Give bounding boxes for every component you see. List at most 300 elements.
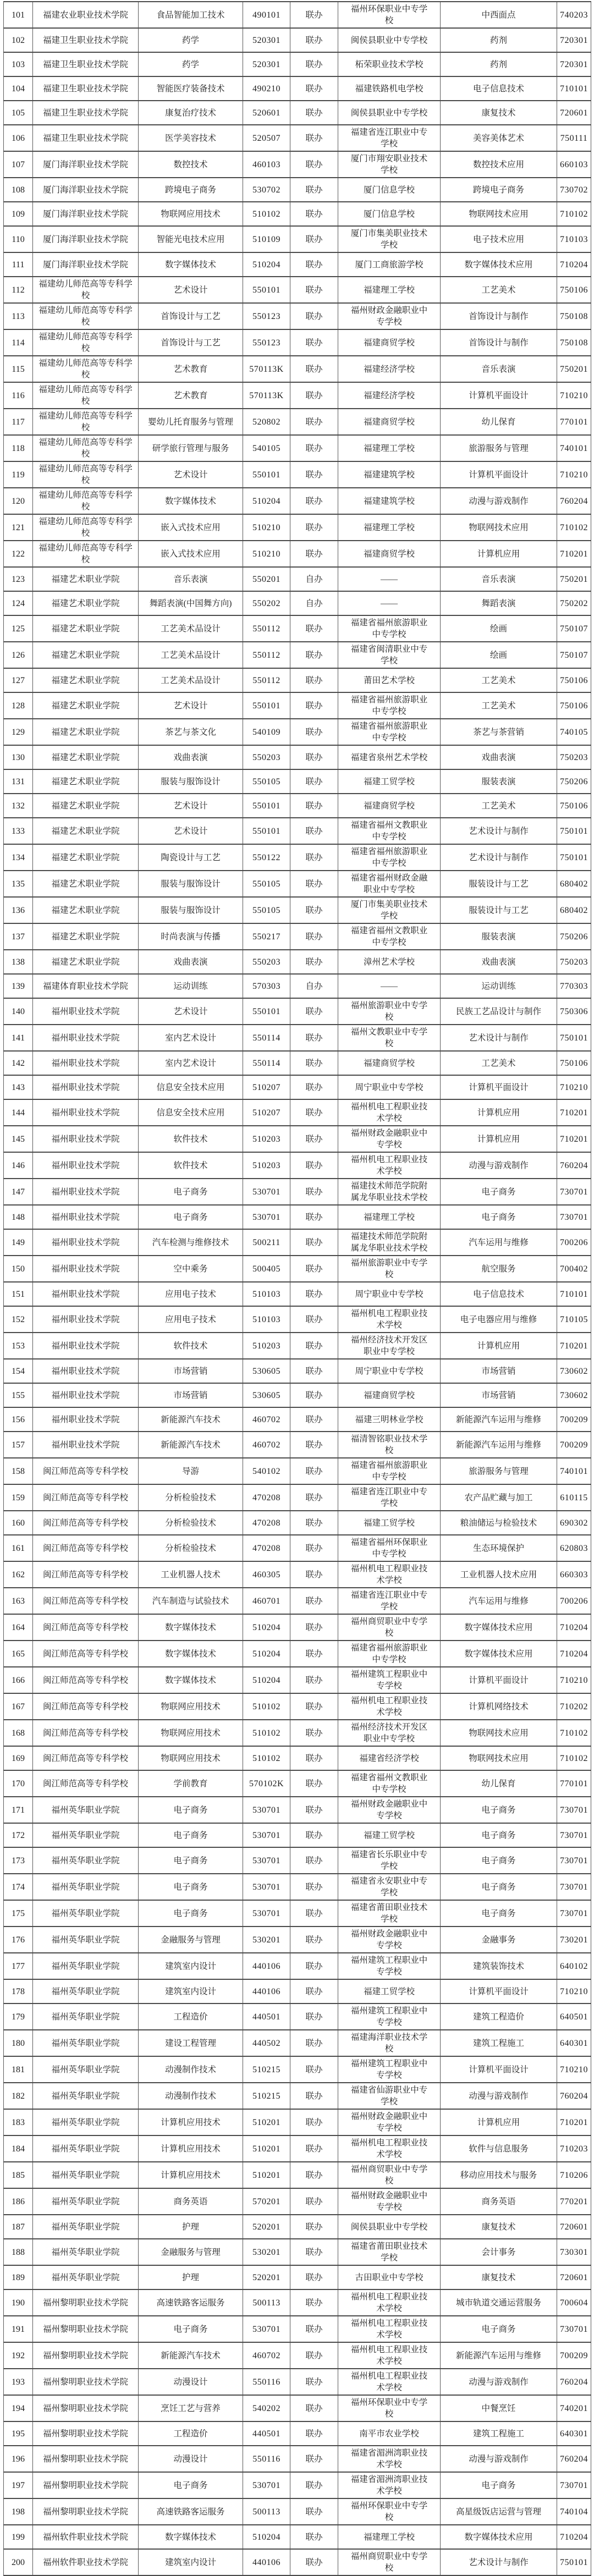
cell-mode: 联办 <box>290 794 338 818</box>
cell-college-program-code: 530702 <box>243 178 290 202</box>
cell-secondary-program-code: 700209 <box>557 1407 591 1432</box>
cell-secondary-school: 福州机电工程职业技术学校 <box>338 1152 441 1179</box>
cell-college-name: 福建艺术职业学院 <box>33 642 139 668</box>
cell-secondary-program: 航空服务 <box>441 1256 557 1282</box>
cell-secondary-program: 工艺美术 <box>441 1051 557 1075</box>
cell-row-number: 131 <box>4 769 33 794</box>
cell-secondary-school: 福建省福州旅游职业中专学校 <box>338 1641 441 1667</box>
cell-secondary-program: 音乐表演 <box>441 567 557 591</box>
cell-college-program-code: 550105 <box>243 897 290 923</box>
cell-college-name: 福州英华职业学院 <box>33 2109 139 2135</box>
cell-college-program: 首饰设计与工艺 <box>139 303 243 329</box>
cell-mode: 联办 <box>290 1051 338 1075</box>
cell-secondary-program-code: 640501 <box>557 2003 591 2030</box>
cell-secondary-program-code: 700206 <box>557 1588 591 1614</box>
cell-college-program-code: 510102 <box>243 1720 290 1746</box>
cell-secondary-school: 福建省泉州艺术学校 <box>338 745 441 769</box>
cell-secondary-program-code: 750108 <box>557 329 591 356</box>
cell-row-number: 140 <box>4 998 33 1025</box>
cell-secondary-program: 物联网技术应用 <box>441 202 557 226</box>
cell-college-program: 艺术设计 <box>139 461 243 488</box>
cell-secondary-program-code: 730201 <box>557 1927 591 1953</box>
cell-secondary-program-code: 730602 <box>557 1383 591 1407</box>
cell-secondary-program-code: 770101 <box>557 1770 591 1797</box>
cell-mode: 联办 <box>290 202 338 226</box>
cell-secondary-school: 福建省福州环保职业中专学校 <box>338 1535 441 1561</box>
cell-secondary-program: 幼儿保育 <box>441 1770 557 1797</box>
cell-secondary-school: 福州商贸职业中专学校 <box>338 2162 441 2188</box>
table-row <box>4 1823 591 1847</box>
cell-mode: 联办 <box>290 1770 338 1797</box>
cell-secondary-program-code: 760204 <box>557 488 591 514</box>
cell-college-program: 工艺美术品设计 <box>139 668 243 692</box>
cell-college-name: 福州英华职业学院 <box>33 2003 139 2030</box>
cell-college-name: 福建艺术职业学院 <box>33 615 139 642</box>
cell-mode: 联办 <box>290 488 338 514</box>
cell-row-number: 171 <box>4 1797 33 1823</box>
cell-college-name: 福建艺术职业学院 <box>33 769 139 794</box>
cell-college-name: 福建幼儿师范高等专科学校 <box>33 329 139 356</box>
cell-row-number: 105 <box>4 101 33 125</box>
cell-college-program-code: 490210 <box>243 76 290 101</box>
cell-secondary-program-code: 760204 <box>557 2369 591 2395</box>
cell-secondary-school: 福建建筑学校 <box>338 461 441 488</box>
cell-mode: 联办 <box>290 2525 338 2549</box>
cell-college-program-code: 500113 <box>243 2289 290 2316</box>
cell-secondary-school: 福州商贸职业中专学校 <box>338 2549 441 2575</box>
cell-row-number: 179 <box>4 2003 33 2030</box>
cell-mode: 联办 <box>290 1693 338 1720</box>
cell-secondary-program: 中餐烹饪 <box>441 2395 557 2421</box>
cell-secondary-school: 福建三明林业学校 <box>338 1407 441 1432</box>
cell-mode: 联办 <box>290 303 338 329</box>
cell-row-number: 108 <box>4 178 33 202</box>
cell-mode: 联办 <box>290 1720 338 1746</box>
cell-secondary-program-code: 710101 <box>557 76 591 101</box>
cell-secondary-program-code: 750101 <box>557 2549 591 2575</box>
cell-secondary-program: 计算机应用 <box>441 1126 557 1152</box>
cell-row-number: 141 <box>4 1025 33 1051</box>
cell-secondary-program-code: 760204 <box>557 2083 591 2109</box>
cell-college-program-code: 550112 <box>243 615 290 642</box>
cell-mode: 联办 <box>290 2239 338 2265</box>
table-row <box>4 178 591 202</box>
cell-secondary-program: 建筑工程施工 <box>441 2030 557 2056</box>
cell-college-program: 建筑室内设计 <box>139 1979 243 2003</box>
cell-secondary-school: 福州旅游职业中专学校 <box>338 1256 441 1282</box>
cell-secondary-school: 厦门市集美职业技术学校 <box>338 897 441 923</box>
cell-secondary-program: 电子商务 <box>441 1823 557 1847</box>
table-row <box>4 76 591 101</box>
cell-secondary-school: 周宁职业中专学校 <box>338 1075 441 1099</box>
cell-secondary-program-code: 710204 <box>557 252 591 277</box>
cell-row-number: 128 <box>4 692 33 719</box>
cell-mode: 联办 <box>290 844 338 871</box>
cell-secondary-program: 戏曲表演 <box>441 950 557 974</box>
cell-row-number: 129 <box>4 719 33 745</box>
cell-secondary-program: 动漫与游戏制作 <box>441 1152 557 1179</box>
cell-college-program-code: 550116 <box>243 2446 290 2472</box>
table-row <box>4 52 591 76</box>
cell-secondary-program: 电子商务 <box>441 1900 557 1927</box>
cell-secondary-program: 戏曲表演 <box>441 745 557 769</box>
cell-college-name: 福州职业技术学院 <box>33 1099 139 1126</box>
cell-college-program: 新能源汽车技术 <box>139 2342 243 2369</box>
cell-mode: 联办 <box>290 76 338 101</box>
cell-college-name: 福建艺术职业学院 <box>33 719 139 745</box>
table-row <box>4 923 591 950</box>
cell-secondary-program: 旅游服务与管理 <box>441 1458 557 1484</box>
cell-college-name: 厦门海洋职业技术学院 <box>33 151 139 178</box>
cell-college-program-code: 530701 <box>243 2316 290 2342</box>
cell-secondary-program: 电子信息技术 <box>441 76 557 101</box>
cell-college-program: 康复治疗技术 <box>139 101 243 125</box>
cell-college-program-code: 520601 <box>243 101 290 125</box>
cell-secondary-program-code: 680402 <box>557 871 591 897</box>
cell-row-number: 148 <box>4 1205 33 1229</box>
cell-college-program-code: 550203 <box>243 950 290 974</box>
cell-college-name: 福建幼儿师范高等专科学校 <box>33 541 139 567</box>
cell-row-number: 124 <box>4 591 33 615</box>
cell-secondary-program: 计算机应用 <box>441 541 557 567</box>
cell-secondary-school: 福建工贸学校 <box>338 1979 441 2003</box>
cell-college-name: 福州英华职业学院 <box>33 1823 139 1847</box>
cell-row-number: 195 <box>4 2421 33 2446</box>
cell-college-program: 嵌入式技术应用 <box>139 541 243 567</box>
cell-college-program-code: 520201 <box>243 2265 290 2289</box>
table-row <box>4 567 591 591</box>
cell-mode: 联办 <box>290 1407 338 1432</box>
cell-secondary-school: 福州机电工程职业技术学校 <box>338 1693 441 1720</box>
table-row <box>4 488 591 514</box>
cell-college-name: 福建艺术职业学院 <box>33 923 139 950</box>
table-row <box>4 1025 591 1051</box>
cell-college-program: 高速铁路客运服务 <box>139 2289 243 2316</box>
cell-mode: 联办 <box>290 101 338 125</box>
cell-secondary-school: 福州财政金融职业中专学校 <box>338 1797 441 1823</box>
cell-row-number: 174 <box>4 1874 33 1900</box>
cell-college-program: 物联网应用技术 <box>139 1720 243 1746</box>
cell-college-name: 福建幼儿师范高等专科学校 <box>33 435 139 461</box>
cell-row-number: 147 <box>4 1179 33 1205</box>
cell-secondary-program-code: 710204 <box>557 1641 591 1667</box>
cell-secondary-program: 数字媒体技术应用 <box>441 1641 557 1667</box>
cell-college-program-code: 530701 <box>243 2472 290 2498</box>
cell-row-number: 117 <box>4 409 33 435</box>
table-row <box>4 252 591 277</box>
cell-secondary-program: 动漫与游戏制作 <box>441 2083 557 2109</box>
table-row <box>4 1359 591 1383</box>
cell-college-program: 医学美容技术 <box>139 125 243 151</box>
cell-secondary-program-code: 640301 <box>557 2030 591 2056</box>
cell-college-program-code: 550201 <box>243 567 290 591</box>
cell-row-number: 107 <box>4 151 33 178</box>
cell-secondary-program-code: 710204 <box>557 2525 591 2549</box>
cell-row-number: 175 <box>4 1900 33 1927</box>
cell-row-number: 178 <box>4 1979 33 2003</box>
cell-college-program: 动漫设计 <box>139 2446 243 2472</box>
cell-college-program-code: 440106 <box>243 2549 290 2575</box>
cell-mode: 联办 <box>290 541 338 567</box>
table-row <box>4 1152 591 1179</box>
cell-college-program: 电子商务 <box>139 2472 243 2498</box>
cell-college-name: 福建幼儿师范高等专科学校 <box>33 488 139 514</box>
cell-secondary-program: 建筑装饰技术 <box>441 1953 557 1979</box>
cell-mode: 联办 <box>290 668 338 692</box>
cell-row-number: 155 <box>4 1383 33 1407</box>
cell-row-number: 134 <box>4 844 33 871</box>
cell-college-name: 闽江师范高等专科学校 <box>33 1561 139 1588</box>
cell-secondary-program-code: 640102 <box>557 1953 591 1979</box>
cell-secondary-school: 福州商贸职业中专学校 <box>338 1614 441 1641</box>
cell-row-number: 112 <box>4 277 33 303</box>
cell-row-number: 196 <box>4 2446 33 2472</box>
table-row <box>4 2549 591 2575</box>
program-pairing-table <box>3 1 591 2576</box>
cell-college-program: 艺术设计 <box>139 818 243 844</box>
cell-mode: 联办 <box>290 52 338 76</box>
cell-college-program: 电子商务 <box>139 1179 243 1205</box>
cell-secondary-school: 福建技术师范学院附属龙华职业技术学校 <box>338 1229 441 1256</box>
cell-secondary-program-code: 740201 <box>557 2395 591 2421</box>
cell-secondary-school: 福建理工学校 <box>338 1205 441 1229</box>
cell-secondary-program: 生态环境保护 <box>441 1535 557 1561</box>
table-row <box>4 151 591 178</box>
cell-secondary-program-code: 640301 <box>557 2421 591 2446</box>
cell-college-program: 嵌入式技术应用 <box>139 514 243 541</box>
cell-row-number: 121 <box>4 514 33 541</box>
cell-college-name: 福建艺术职业学院 <box>33 844 139 871</box>
cell-row-number: 106 <box>4 125 33 151</box>
cell-college-program: 信息安全技术应用 <box>139 1099 243 1126</box>
cell-row-number: 119 <box>4 461 33 488</box>
cell-college-program: 分析检验技术 <box>139 1535 243 1561</box>
cell-secondary-school: 福建经济学校 <box>338 356 441 382</box>
cell-row-number: 167 <box>4 1693 33 1720</box>
cell-college-program-code: 510102 <box>243 202 290 226</box>
cell-mode: 联办 <box>290 998 338 1025</box>
cell-college-program-code: 510203 <box>243 1333 290 1359</box>
cell-college-name: 厦门海洋职业技术学院 <box>33 178 139 202</box>
cell-secondary-school: 福州经济技术开发区职业中专学校 <box>338 1333 441 1359</box>
cell-mode: 联办 <box>290 642 338 668</box>
table-row <box>4 844 591 871</box>
table-row <box>4 615 591 642</box>
cell-mode: 联办 <box>290 514 338 541</box>
cell-secondary-program-code: 710206 <box>557 2162 591 2188</box>
cell-secondary-program: 工业机器人技术应用 <box>441 1561 557 1588</box>
cell-secondary-program: 民族工艺品设计与制作 <box>441 998 557 1025</box>
cell-secondary-program: 计算机应用 <box>441 1333 557 1359</box>
cell-college-program-code: 530201 <box>243 1927 290 1953</box>
cell-secondary-program-code: 740101 <box>557 1458 591 1484</box>
table-row <box>4 514 591 541</box>
cell-secondary-school: 福建省福州旅游职业中专学校 <box>338 719 441 745</box>
cell-mode: 自办 <box>290 591 338 615</box>
cell-secondary-school: 福建省长乐职业中专学校 <box>338 1847 441 1874</box>
cell-secondary-program: 跨境电子商务 <box>441 178 557 202</box>
cell-row-number: 176 <box>4 1927 33 1953</box>
cell-secondary-program: 高星级饭店运营与管理 <box>441 2498 557 2525</box>
cell-row-number: 133 <box>4 818 33 844</box>
table-row <box>4 1484 591 1511</box>
cell-college-program: 室内艺术设计 <box>139 1025 243 1051</box>
cell-college-program: 电子商务 <box>139 1847 243 1874</box>
cell-mode: 联办 <box>290 1797 338 1823</box>
table-row <box>4 1051 591 1075</box>
cell-secondary-school: 福建省福州旅游职业中专学校 <box>338 844 441 871</box>
table-row <box>4 226 591 252</box>
cell-college-program: 陶瓷设计与工艺 <box>139 844 243 871</box>
cell-college-program: 数字媒体技术 <box>139 252 243 277</box>
cell-secondary-program: 音乐表演 <box>441 356 557 382</box>
cell-college-program-code: 460702 <box>243 1407 290 1432</box>
table-row <box>4 329 591 356</box>
cell-college-program-code: 440106 <box>243 1953 290 1979</box>
cell-college-name: 福州职业技术学院 <box>33 1229 139 1256</box>
cell-row-number: 138 <box>4 950 33 974</box>
cell-college-name: 福建幼儿师范高等专科学校 <box>33 409 139 435</box>
cell-secondary-program: 艺术设计与制作 <box>441 844 557 871</box>
cell-secondary-program-code: 690302 <box>557 1511 591 1535</box>
cell-college-program: 艺术设计 <box>139 692 243 719</box>
cell-college-name: 福州英华职业学院 <box>33 1847 139 1874</box>
cell-college-name: 福州软件职业技术学院 <box>33 2525 139 2549</box>
table-row <box>4 668 591 692</box>
cell-secondary-program: 移动应用技术与服务 <box>441 2162 557 2188</box>
cell-secondary-program-code: 710102 <box>557 1746 591 1770</box>
cell-mode: 联办 <box>290 2446 338 2472</box>
cell-secondary-program: 建筑工程施工 <box>441 2421 557 2446</box>
cell-secondary-program: 艺术设计与制作 <box>441 1025 557 1051</box>
cell-college-program: 婴幼儿托育服务与管理 <box>139 409 243 435</box>
table-row <box>4 1205 591 1229</box>
table-row <box>4 2289 591 2316</box>
table-row <box>4 794 591 818</box>
cell-college-program-code: 550105 <box>243 769 290 794</box>
cell-college-name: 福建艺术职业学院 <box>33 668 139 692</box>
table-row <box>4 1333 591 1359</box>
cell-college-program: 电子商务 <box>139 1823 243 1847</box>
cell-college-program-code: 530605 <box>243 1383 290 1407</box>
table-row <box>4 2003 591 2030</box>
cell-secondary-program: 新能源汽车运用与维修 <box>441 1407 557 1432</box>
cell-secondary-school: 福州机电工程职业技术学校 <box>338 1099 441 1126</box>
cell-college-program-code: 540109 <box>243 719 290 745</box>
cell-college-program-code: 510102 <box>243 1746 290 1770</box>
cell-secondary-program-code: 770101 <box>557 409 591 435</box>
cell-secondary-program: 工艺美术 <box>441 668 557 692</box>
cell-secondary-program-code: 730602 <box>557 1359 591 1383</box>
table-row <box>4 1075 591 1099</box>
cell-mode: 联办 <box>290 769 338 794</box>
cell-secondary-program: 中西面点 <box>441 2 557 28</box>
cell-secondary-school: 福建省福州旅游职业中专学校 <box>338 692 441 719</box>
cell-secondary-school: 福建理工学校 <box>338 435 441 461</box>
cell-college-program: 新能源汽车技术 <box>139 1407 243 1432</box>
cell-college-program: 智能医疗装备技术 <box>139 76 243 101</box>
cell-secondary-school: 福州机电工程职业技术学校 <box>338 2342 441 2369</box>
cell-mode: 联办 <box>290 1641 338 1667</box>
cell-mode: 联办 <box>290 871 338 897</box>
table-row <box>4 461 591 488</box>
cell-secondary-school: 周宁职业中专学校 <box>338 1359 441 1383</box>
cell-secondary-program: 运动训练 <box>441 974 557 998</box>
cell-secondary-school: 福建省莆田职业技术学校 <box>338 1900 441 1927</box>
cell-secondary-program: 药剂 <box>441 52 557 76</box>
cell-secondary-school: 福建省经济学校 <box>338 1746 441 1770</box>
cell-secondary-program: 计算机平面设计 <box>441 2056 557 2083</box>
cell-secondary-school: 福州建筑工程职业中专学校 <box>338 2003 441 2030</box>
cell-college-program-code: 530701 <box>243 1874 290 1900</box>
cell-secondary-program: 电子商务 <box>441 1205 557 1229</box>
table-row <box>4 1614 591 1641</box>
cell-college-program-code: 550101 <box>243 794 290 818</box>
cell-row-number: 165 <box>4 1641 33 1667</box>
cell-secondary-program-code: 710201 <box>557 1333 591 1359</box>
cell-secondary-program: 计算机平面设计 <box>441 1667 557 1693</box>
table-row <box>4 1282 591 1306</box>
cell-mode: 联办 <box>290 435 338 461</box>
cell-secondary-program-code: 710202 <box>557 1693 591 1720</box>
cell-secondary-school: 闽侯县职业中专学校 <box>338 101 441 125</box>
cell-secondary-program-code: 710210 <box>557 1075 591 1099</box>
cell-row-number: 104 <box>4 76 33 101</box>
cell-college-program: 汽车检测与维修技术 <box>139 1229 243 1256</box>
cell-college-name: 福建艺术职业学院 <box>33 591 139 615</box>
cell-college-name: 闽江师范高等专科学校 <box>33 1667 139 1693</box>
cell-secondary-program-code: 750101 <box>557 1025 591 1051</box>
cell-college-program: 计算机应用技术 <box>139 2109 243 2135</box>
cell-mode: 联办 <box>290 2056 338 2083</box>
cell-college-name: 福州黎明职业技术学院 <box>33 2316 139 2342</box>
cell-college-program-code: 510203 <box>243 1126 290 1152</box>
cell-mode: 联办 <box>290 2003 338 2030</box>
cell-college-program: 工艺美术品设计 <box>139 615 243 642</box>
cell-college-program: 智能光电技术应用 <box>139 226 243 252</box>
cell-secondary-program: 舞蹈表演 <box>441 591 557 615</box>
cell-college-program-code: 510204 <box>243 2525 290 2549</box>
cell-mode: 联办 <box>290 2188 338 2215</box>
cell-secondary-school: 福建省福州旅游职业中专学校 <box>338 1458 441 1484</box>
cell-college-program-code: 550217 <box>243 923 290 950</box>
cell-mode: 联办 <box>290 2472 338 2498</box>
cell-secondary-school: 福建商贸学校 <box>338 541 441 567</box>
cell-secondary-program: 市场营销 <box>441 1359 557 1383</box>
cell-row-number: 146 <box>4 1152 33 1179</box>
cell-college-name: 福州职业技术学院 <box>33 1075 139 1099</box>
cell-college-name: 厦门海洋职业技术学院 <box>33 226 139 252</box>
cell-mode: 联办 <box>290 151 338 178</box>
table-row <box>4 1641 591 1667</box>
cell-college-program-code: 510201 <box>243 2135 290 2162</box>
cell-college-name: 福州职业技术学院 <box>33 1051 139 1075</box>
cell-secondary-program: 电子商务 <box>441 1179 557 1205</box>
cell-college-name: 厦门海洋职业技术学院 <box>33 252 139 277</box>
cell-secondary-program-code: 660303 <box>557 1561 591 1588</box>
cell-college-program: 工艺美术品设计 <box>139 642 243 668</box>
cell-college-program: 金融服务与管理 <box>139 2239 243 2265</box>
cell-college-program: 软件技术 <box>139 1152 243 1179</box>
table-row <box>4 2369 591 2395</box>
table-row <box>4 998 591 1025</box>
cell-secondary-program: 电子信息技术 <box>441 1282 557 1306</box>
cell-secondary-school: 福州环保职业中专学校 <box>338 2 441 28</box>
table-body <box>4 2 591 2575</box>
table-row <box>4 692 591 719</box>
cell-college-name: 福州职业技术学院 <box>33 1432 139 1458</box>
cell-college-name: 闽江师范高等专科学校 <box>33 1614 139 1641</box>
